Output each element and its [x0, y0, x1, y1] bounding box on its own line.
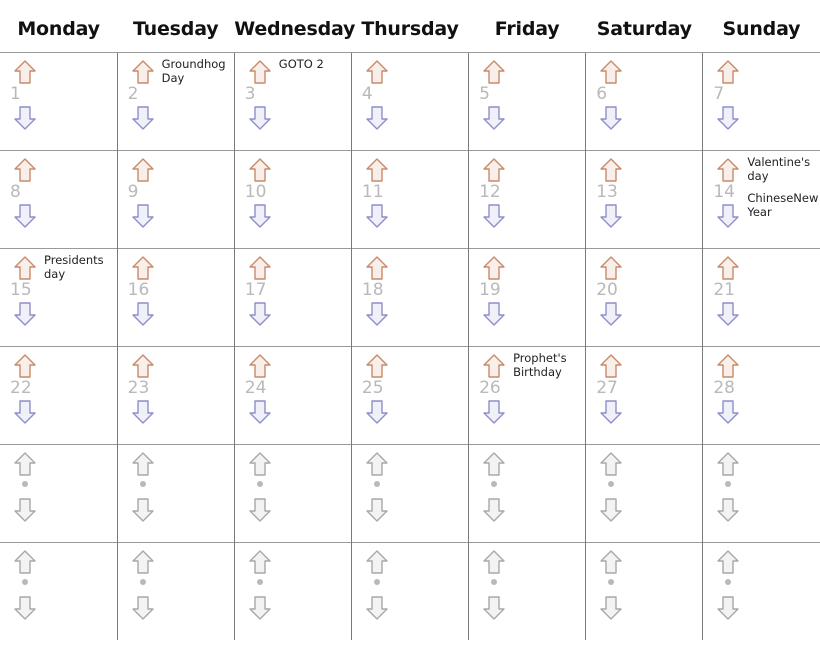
empty-day-dot-icon — [22, 481, 28, 487]
calendar-day-cell[interactable] — [0, 347, 117, 445]
decrement-down-arrow-icon[interactable] — [598, 399, 624, 425]
increment-up-arrow-icon[interactable] — [364, 255, 390, 281]
day-cell-inner — [118, 53, 234, 150]
day-event-line: Valentine's — [747, 155, 811, 169]
calendar-week-row — [0, 249, 820, 347]
decrement-down-arrow-icon[interactable] — [598, 203, 624, 229]
weekday-header-thursday: Thursday — [361, 18, 459, 40]
increment-up-arrow-icon[interactable] — [364, 59, 390, 85]
calendar-week-row — [0, 445, 820, 543]
day-cell-inner — [118, 249, 234, 346]
calendar-day-cell[interactable] — [234, 249, 351, 347]
day-cell-inner — [118, 151, 234, 248]
calendar-day-cell[interactable] — [117, 543, 234, 641]
increment-up-arrow-icon[interactable] — [130, 255, 156, 281]
increment-up-arrow-icon[interactable] — [247, 157, 273, 183]
day-number: 2 — [127, 84, 139, 104]
day-cell-inner — [235, 249, 351, 346]
increment-up-arrow-icon[interactable] — [598, 451, 624, 477]
decrement-down-arrow-icon[interactable] — [247, 595, 273, 621]
weekday-header-row — [0, 0, 820, 53]
day-event-line: Birthday — [513, 365, 562, 379]
day-number: 25 — [361, 378, 384, 398]
calendar-day-cell[interactable] — [586, 445, 703, 543]
decrement-down-arrow-icon[interactable] — [364, 105, 390, 131]
day-event-line: New Year — [747, 191, 819, 219]
day-cell-inner — [469, 151, 585, 248]
calendar-header — [0, 0, 820, 53]
decrement-down-arrow-icon[interactable] — [481, 105, 507, 131]
day-number: 11 — [361, 182, 384, 202]
decrement-down-arrow-icon[interactable] — [715, 105, 741, 131]
increment-up-arrow-icon[interactable] — [12, 255, 38, 281]
weekday-header-wednesday: Wednesday — [234, 18, 356, 40]
decrement-down-arrow-icon[interactable] — [364, 301, 390, 327]
decrement-down-arrow-icon[interactable] — [481, 399, 507, 425]
day-cell-inner — [586, 151, 702, 248]
day-number: 14 — [713, 182, 735, 202]
day-cell-inner — [0, 151, 117, 248]
increment-up-arrow-icon[interactable] — [481, 353, 507, 379]
increment-up-arrow-icon[interactable] — [130, 549, 156, 575]
day-number: 12 — [479, 182, 501, 202]
increment-up-arrow-icon[interactable] — [598, 353, 624, 379]
decrement-down-arrow-icon[interactable] — [247, 399, 273, 425]
day-events — [162, 57, 232, 85]
day-number: 24 — [244, 378, 267, 398]
empty-day-dot-icon — [725, 579, 731, 585]
day-cell-inner — [352, 151, 468, 248]
calendar-day-cell[interactable] — [586, 347, 703, 445]
day-cell-inner — [469, 53, 585, 150]
day-cell-inner — [469, 347, 585, 444]
increment-up-arrow-icon[interactable] — [130, 157, 156, 183]
increment-up-arrow-icon[interactable] — [715, 255, 741, 281]
decrement-down-arrow-icon[interactable] — [715, 399, 741, 425]
decrement-down-arrow-icon[interactable] — [715, 595, 741, 621]
day-cell-inner — [352, 347, 468, 444]
decrement-down-arrow-icon[interactable] — [130, 105, 156, 131]
day-event-line: Prophet's — [513, 351, 567, 365]
decrement-down-arrow-icon[interactable] — [364, 399, 390, 425]
day-events — [279, 57, 349, 71]
increment-up-arrow-icon[interactable] — [130, 451, 156, 477]
decrement-down-arrow-icon[interactable] — [130, 497, 156, 523]
day-cell-inner — [469, 543, 585, 640]
day-cell-inner — [235, 543, 351, 640]
increment-up-arrow-icon[interactable] — [364, 451, 390, 477]
day-cell-inner — [235, 151, 351, 248]
increment-up-arrow-icon[interactable] — [247, 451, 273, 477]
increment-up-arrow-icon[interactable] — [364, 353, 390, 379]
day-number: 5 — [479, 84, 490, 104]
calendar-week-row — [0, 543, 820, 641]
day-number: 10 — [244, 182, 267, 202]
decrement-down-arrow-icon[interactable] — [481, 203, 507, 229]
empty-day-dot-icon — [257, 579, 263, 585]
calendar-day-cell[interactable] — [469, 151, 586, 249]
day-number: 27 — [596, 378, 618, 398]
day-cell-inner — [0, 53, 117, 150]
decrement-down-arrow-icon[interactable] — [130, 203, 156, 229]
increment-up-arrow-icon[interactable] — [598, 549, 624, 575]
calendar-body — [0, 53, 820, 641]
calendar-day-cell[interactable] — [117, 445, 234, 543]
increment-up-arrow-icon[interactable] — [247, 59, 273, 85]
day-cell-inner — [0, 543, 117, 640]
calendar-day-cell[interactable] — [234, 543, 351, 641]
increment-up-arrow-icon[interactable] — [12, 451, 38, 477]
day-number: 21 — [713, 280, 735, 300]
empty-day-dot-icon — [608, 579, 614, 585]
increment-up-arrow-icon[interactable] — [12, 157, 38, 183]
calendar-day-cell[interactable] — [469, 543, 586, 641]
increment-up-arrow-icon[interactable] — [12, 353, 38, 379]
calendar-day-cell[interactable] — [703, 249, 820, 347]
calendar-day-cell[interactable] — [0, 249, 117, 347]
increment-up-arrow-icon[interactable] — [247, 255, 273, 281]
decrement-down-arrow-icon[interactable] — [247, 301, 273, 327]
decrement-down-arrow-icon[interactable] — [715, 203, 741, 229]
day-cell-inner — [469, 445, 585, 542]
day-number: 20 — [596, 280, 618, 300]
day-cell-inner — [235, 53, 351, 150]
calendar-day-cell[interactable] — [586, 151, 703, 249]
weekday-header-friday: Friday — [494, 18, 560, 40]
day-event-line: day — [747, 169, 769, 183]
day-cell-inner — [0, 249, 117, 346]
increment-up-arrow-icon[interactable] — [598, 255, 624, 281]
increment-up-arrow-icon[interactable] — [481, 451, 507, 477]
increment-up-arrow-icon[interactable] — [481, 59, 507, 85]
day-event-line: GOTO 2 — [278, 57, 324, 71]
day-event-line: Day — [161, 71, 185, 85]
day-event-line: Groundhog — [161, 57, 226, 71]
calendar-day-cell[interactable] — [351, 53, 468, 151]
day-number: 23 — [127, 378, 150, 398]
decrement-down-arrow-icon[interactable] — [364, 497, 390, 523]
calendar-week-row — [0, 53, 820, 151]
calendar-day-cell[interactable] — [586, 543, 703, 641]
day-cell-inner — [703, 347, 820, 444]
decrement-down-arrow-icon[interactable] — [12, 595, 38, 621]
decrement-down-arrow-icon[interactable] — [12, 497, 38, 523]
increment-up-arrow-icon[interactable] — [481, 157, 507, 183]
empty-day-dot-icon — [22, 579, 28, 585]
day-number: 19 — [479, 280, 501, 300]
calendar-day-cell[interactable] — [0, 543, 117, 641]
increment-up-arrow-icon[interactable] — [715, 549, 741, 575]
calendar-day-cell[interactable] — [234, 445, 351, 543]
empty-day-dot-icon — [140, 579, 146, 585]
calendar-week-row — [0, 347, 820, 445]
day-events — [44, 253, 115, 281]
increment-up-arrow-icon[interactable] — [715, 451, 741, 477]
increment-up-arrow-icon[interactable] — [12, 59, 38, 85]
decrement-down-arrow-icon[interactable] — [130, 301, 156, 327]
empty-day-dot-icon — [491, 579, 497, 585]
day-cell-inner — [0, 445, 117, 542]
day-cell-inner — [703, 249, 820, 346]
day-number: 8 — [10, 182, 21, 202]
calendar-day-cell[interactable] — [469, 53, 586, 151]
decrement-down-arrow-icon[interactable] — [364, 203, 390, 229]
day-cell-inner — [469, 249, 585, 346]
day-number: 3 — [244, 84, 256, 104]
day-cell-inner — [703, 53, 820, 150]
calendar-day-cell[interactable] — [703, 445, 820, 543]
day-event-line: Presidents — [44, 253, 104, 267]
day-cell-inner — [352, 249, 468, 346]
increment-up-arrow-icon[interactable] — [481, 255, 507, 281]
decrement-down-arrow-icon[interactable] — [130, 595, 156, 621]
decrement-down-arrow-icon[interactable] — [130, 399, 156, 425]
day-number: 9 — [127, 182, 139, 202]
day-event-line: day — [44, 267, 66, 281]
increment-up-arrow-icon[interactable] — [715, 353, 741, 379]
day-cell-inner — [235, 347, 351, 444]
weekday-header-tuesday: Tuesday — [133, 18, 219, 40]
decrement-down-arrow-icon[interactable] — [247, 105, 273, 131]
increment-up-arrow-icon[interactable] — [598, 59, 624, 85]
increment-up-arrow-icon[interactable] — [715, 59, 741, 85]
calendar-day-cell[interactable] — [351, 445, 468, 543]
increment-up-arrow-icon[interactable] — [130, 59, 156, 85]
day-cell-inner — [118, 543, 234, 640]
calendar-day-cell[interactable] — [117, 53, 234, 151]
calendar-day-cell[interactable] — [703, 151, 820, 249]
calendar-day-cell[interactable] — [586, 53, 703, 151]
day-cell-inner — [352, 543, 468, 640]
increment-up-arrow-icon[interactable] — [364, 157, 390, 183]
day-cell-inner — [586, 543, 702, 640]
day-cell-inner — [703, 445, 820, 542]
calendar-day-cell[interactable] — [0, 53, 117, 151]
decrement-down-arrow-icon[interactable] — [715, 497, 741, 523]
day-cell-inner — [586, 249, 702, 346]
increment-up-arrow-icon[interactable] — [12, 549, 38, 575]
decrement-down-arrow-icon[interactable] — [481, 595, 507, 621]
empty-day-dot-icon — [140, 481, 146, 487]
decrement-down-arrow-icon[interactable] — [481, 301, 507, 327]
day-number: 18 — [361, 280, 384, 300]
day-number: 17 — [244, 280, 267, 300]
decrement-down-arrow-icon[interactable] — [715, 301, 741, 327]
decrement-down-arrow-icon[interactable] — [481, 497, 507, 523]
calendar-day-cell[interactable] — [351, 249, 468, 347]
day-cell-inner — [703, 151, 820, 248]
weekday-header-monday: Monday — [17, 18, 100, 40]
decrement-down-arrow-icon[interactable] — [12, 105, 38, 131]
increment-up-arrow-icon[interactable] — [130, 353, 156, 379]
calendar-day-cell[interactable] — [234, 53, 351, 151]
calendar-week-row — [0, 151, 820, 249]
calendar-day-cell[interactable] — [703, 543, 820, 641]
increment-up-arrow-icon[interactable] — [481, 549, 507, 575]
day-cell-inner — [586, 445, 702, 542]
day-number: 1 — [10, 84, 21, 104]
calendar-day-cell[interactable] — [703, 53, 820, 151]
day-number: 15 — [10, 280, 32, 300]
decrement-down-arrow-icon[interactable] — [247, 203, 273, 229]
day-event-line: Chinese — [747, 191, 794, 205]
day-number: 13 — [596, 182, 618, 202]
decrement-down-arrow-icon[interactable] — [598, 595, 624, 621]
decrement-down-arrow-icon[interactable] — [598, 497, 624, 523]
calendar-day-cell[interactable] — [469, 445, 586, 543]
decrement-down-arrow-icon[interactable] — [247, 497, 273, 523]
day-cell-inner — [703, 543, 820, 640]
day-number: 28 — [713, 378, 735, 398]
increment-up-arrow-icon[interactable] — [247, 353, 273, 379]
empty-day-dot-icon — [608, 481, 614, 487]
day-cell-inner — [0, 347, 117, 444]
calendar-day-cell[interactable] — [117, 249, 234, 347]
calendar-day-cell[interactable] — [0, 445, 117, 543]
day-cell-inner — [235, 445, 351, 542]
day-number: 16 — [127, 280, 150, 300]
decrement-down-arrow-icon[interactable] — [364, 595, 390, 621]
calendar-day-cell[interactable] — [117, 151, 234, 249]
empty-day-dot-icon — [491, 481, 497, 487]
day-number: 7 — [713, 84, 725, 104]
calendar-day-cell[interactable] — [117, 347, 234, 445]
decrement-down-arrow-icon[interactable] — [12, 399, 38, 425]
empty-day-dot-icon — [374, 481, 380, 487]
calendar-day-cell[interactable] — [0, 151, 117, 249]
day-events — [747, 155, 818, 183]
increment-up-arrow-icon[interactable] — [247, 549, 273, 575]
day-number: 4 — [361, 84, 373, 104]
day-cell-inner — [352, 53, 468, 150]
day-number: 22 — [10, 378, 32, 398]
day-events-secondary — [747, 191, 818, 219]
day-cell-inner — [586, 347, 702, 444]
decrement-down-arrow-icon[interactable] — [598, 105, 624, 131]
decrement-down-arrow-icon[interactable] — [598, 301, 624, 327]
day-cell-inner — [352, 445, 468, 542]
calendar-day-cell[interactable] — [351, 543, 468, 641]
day-cell-inner — [586, 53, 702, 150]
decrement-down-arrow-icon[interactable] — [12, 203, 38, 229]
empty-day-dot-icon — [725, 481, 731, 487]
increment-up-arrow-icon[interactable] — [598, 157, 624, 183]
weekday-header-sunday: Sunday — [722, 18, 801, 40]
empty-day-dot-icon — [374, 579, 380, 585]
calendar-day-cell[interactable] — [351, 347, 468, 445]
calendar-day-cell[interactable] — [586, 249, 703, 347]
increment-up-arrow-icon[interactable] — [715, 157, 741, 183]
calendar-day-cell[interactable] — [469, 249, 586, 347]
day-cell-inner — [118, 445, 234, 542]
calendar-day-cell[interactable] — [234, 151, 351, 249]
decrement-down-arrow-icon[interactable] — [12, 301, 38, 327]
calendar-day-cell[interactable] — [234, 347, 351, 445]
day-events — [513, 351, 583, 379]
day-number: 6 — [596, 84, 608, 104]
day-cell-inner — [118, 347, 234, 444]
calendar-day-cell[interactable] — [703, 347, 820, 445]
day-number: 26 — [479, 378, 501, 398]
increment-up-arrow-icon[interactable] — [364, 549, 390, 575]
calendar-day-cell[interactable] — [351, 151, 468, 249]
empty-day-dot-icon — [257, 481, 263, 487]
calendar-day-cell[interactable] — [469, 347, 586, 445]
weekday-header-saturday: Saturday — [596, 18, 692, 40]
